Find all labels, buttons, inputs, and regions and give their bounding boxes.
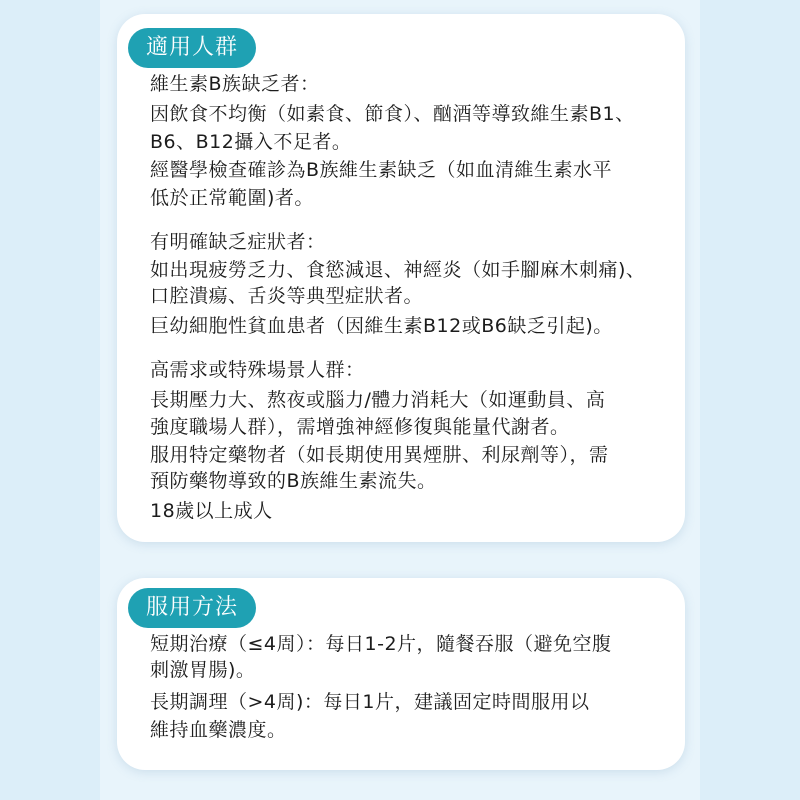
text-line: 預防藥物導致的B族維生素流失。 — [150, 470, 437, 492]
dosage-tag: 服用方法 — [128, 588, 256, 628]
target-population-tag: 適用人群 — [128, 28, 256, 68]
vitamin-b-deficiency-heading: 維生素B族缺乏者： — [150, 73, 320, 95]
text-line: 長期調理（>4周)：每日1片，建議固定時間服用以 — [150, 691, 590, 713]
text-line: 因飲食不均衡（如素食、節食）、酗酒等導致維生素B1、 — [150, 103, 635, 125]
deficiency-symptoms-heading: 有明確缺乏症狀者： — [150, 231, 326, 253]
text-line: 經醫學檢查確診為B族維生素缺乏（如血清維生素水平 — [150, 159, 613, 181]
text-line: 短期治療（≤4周）：每日1-2片，隨餐吞服（避免空腹 — [150, 633, 612, 655]
text-line: 長期壓力大、熬夜或腦力/體力消耗大（如運動員、高 — [150, 389, 606, 411]
text-line: 維持血藥濃度。 — [150, 719, 287, 741]
text-line: 強度職場人群），需增強神經修復與能量代謝者。 — [150, 416, 570, 438]
text-line: 服用特定藥物者（如長期使用異煙肼、利尿劑等），需 — [150, 444, 609, 466]
left-margin — [0, 0, 100, 800]
text-line: 巨幼細胞性貧血患者（因維生素B12或B6缺乏引起)。 — [150, 315, 613, 337]
right-margin — [700, 0, 800, 800]
text-line: B6、B12攝入不足者。 — [150, 131, 352, 153]
text-line: 18歲以上成人 — [150, 500, 273, 522]
high-demand-group-heading: 高需求或特殊場景人群： — [150, 359, 365, 381]
text-line: 如出現疲勞乏力、食慾減退、神經炎（如手腳麻木刺痛)、 — [150, 259, 646, 281]
text-line: 口腔潰瘍、舌炎等典型症狀者。 — [150, 285, 424, 307]
text-line: 低於正常範圍)者。 — [150, 187, 314, 209]
text-line: 刺激胃腸)。 — [150, 659, 256, 681]
